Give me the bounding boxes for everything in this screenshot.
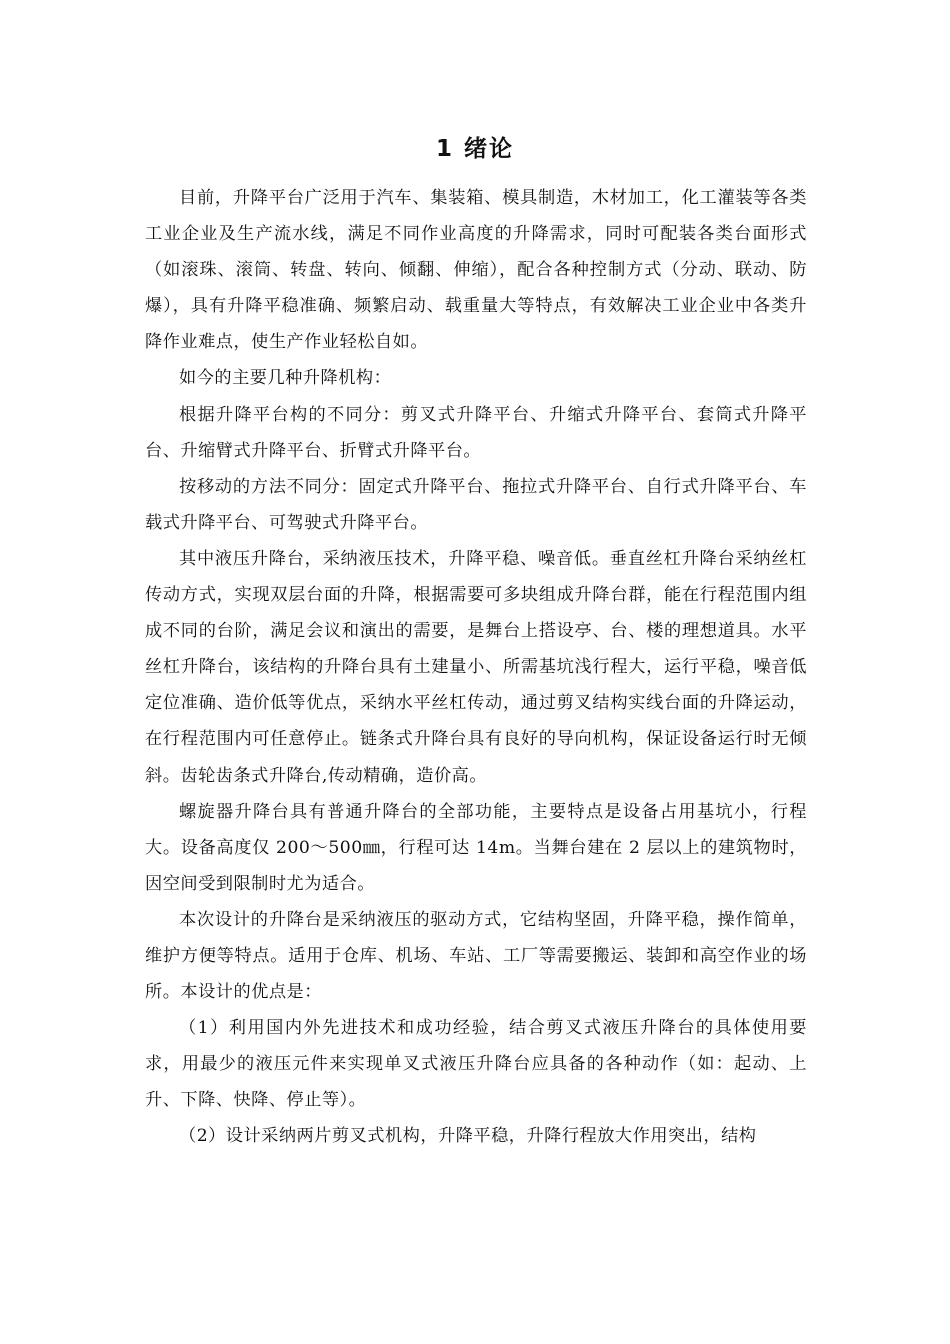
paragraph-mechanisms-heading: 如今的主要几种升降机构： bbox=[179, 368, 392, 389]
chapter-title: 1 绪论 bbox=[435, 136, 514, 162]
paragraph-by-movement: 按移动的方法不同分：固定式升降平台、拖拉式升降平台、自行式升降平台、车载式升降平台、可驾驶式升降平台。 bbox=[145, 476, 807, 533]
paragraph-spiral-lift: 螺旋器升降台具有普通升降台的全部功能，主要特点是设备占用基坑小，行程大。设备高度仅 200～500㎜，行程可达 14m。当舞台建在 2 层以上的建筑物时，因空间受到限制时尤为适合。 bbox=[145, 801, 807, 894]
body-text bbox=[145, 180, 807, 1155]
paragraph-this-design: 本次设计的升降台是采纳液压的驱动方式，它结构坚固，升降平稳，操作简单，维护方便等特点。适用于仓库、机场、车站、工厂等需要搬运、装卸和高空作业的场所。本设计的优点是： bbox=[145, 909, 807, 1003]
list-item-advantage-1: （1）利用国内外先进技术和成功经验，结合剪叉式液压升降台的具体使用要求，用最少的液压元件来实现单叉式液压升降台应具备的各种动作（如：起动、上升、下降、快降、停止等）。 bbox=[145, 1018, 807, 1111]
paragraph-lift-types: 其中液压升降台，采纳液压技术，升降平稳、噪音低。垂直丝杠升降台采纳丝杠传动方式，实现双层台面的升降，根据需要可多块组成升降台群，能在行程范围内组成不同的台阶，满足会议和演出的需要，是舞台上搭设亭、台、楼的理想道具。水平丝杠升降台，该结构的升降台具有土建量小、所需基坑浅行程大，运行平稳，噪音低定位准确、造价低等优点，采纳水平丝杠传动，通过剪叉结构实线台面的升降运动，在行程范围内可任意停止。链条式升降台具有良好的导向机构，保证设备运行时无倾斜。齿轮齿条式升降台,传动精确，造价高。 bbox=[145, 548, 807, 786]
list-item-advantage-2: （2）设计采纳两片剪叉式机构，升降平稳，升降行程放大作用突出，结构 bbox=[179, 1126, 757, 1147]
paragraph-by-structure: 根据升降平台构的不同分：剪叉式升降平台、升缩式升降平台、套筒式升降平台、升缩臂式升降平台、折臂式升降平台。 bbox=[145, 404, 807, 461]
paragraph-intro: 目前，升降平台广泛用于汽车、集装箱、模具制造，木材加工，化工灌装等各类工业企业及生产流水线，满足不同作业高度的升降需求，同时可配装各类台面形式（如滚珠、滚筒、转盘、转向、倾翻、伸缩），配合各种控制方式（分动、联动、防爆），具有升降平稳准确、频繁启动、载重量大等特点，有效解决工业企业中各类升降作业难点，使生产作业轻松自如。 bbox=[145, 188, 807, 353]
